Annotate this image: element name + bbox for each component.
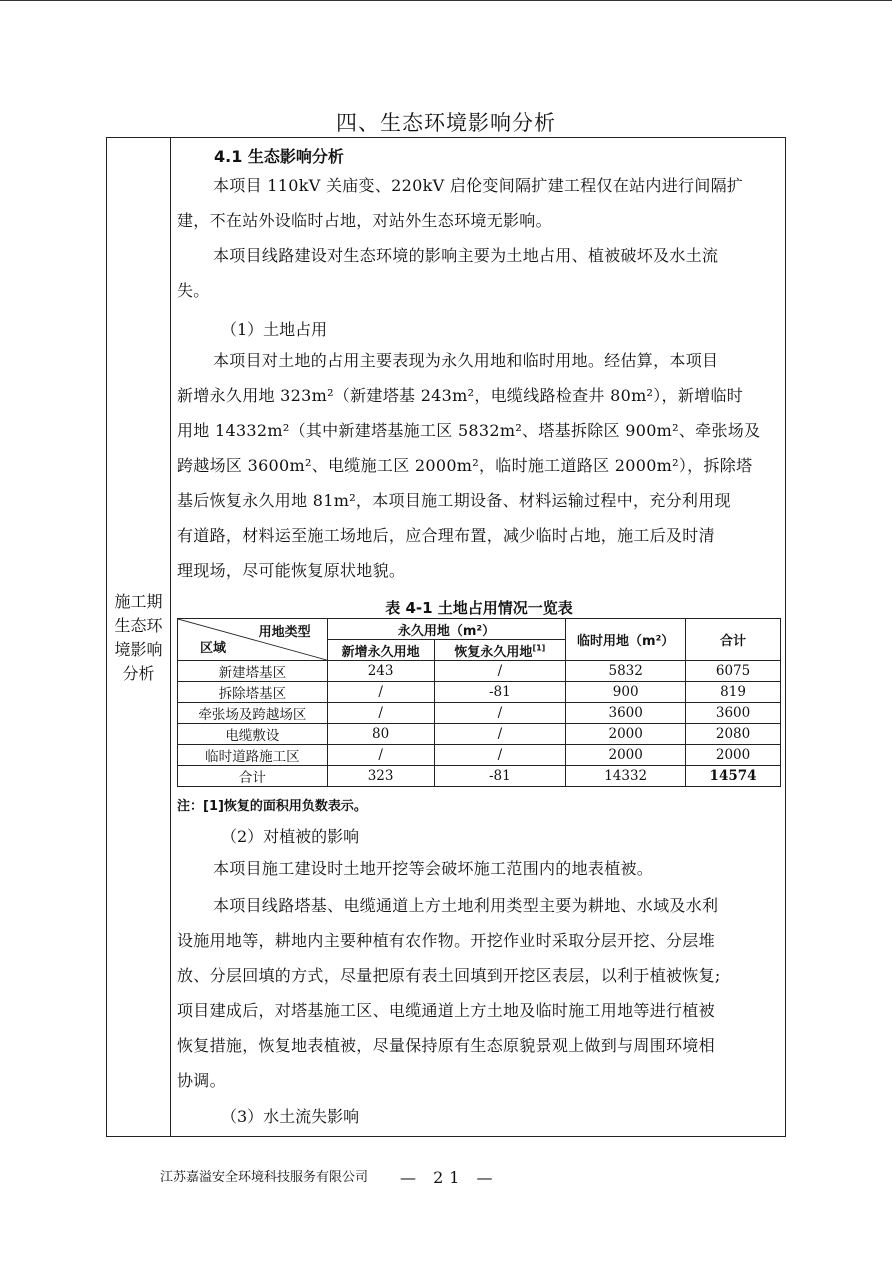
left-label-line: 境影响	[114, 640, 163, 659]
cell-temp: 2000	[566, 724, 686, 745]
cell-new-perm: /	[327, 682, 434, 703]
header-restore-label: 恢复永久用地	[454, 644, 533, 660]
paragraph-5	[177, 888, 781, 1098]
text-line: 有道路，材料运至施工场地后，应合理布置，减少临时占地，施工后及时清	[177, 526, 715, 545]
cell-region: 电缆敷设	[178, 724, 328, 745]
cell-total: 6075	[686, 661, 781, 682]
section-heading: 4.1 生态影响分析	[214, 147, 344, 166]
subheading-vegetation: （2）对植被的影响	[221, 827, 360, 846]
table-row	[178, 724, 781, 745]
table-caption: 表 4-1 土地占用情况一览表	[385, 599, 573, 617]
left-label	[107, 590, 170, 686]
left-column	[107, 138, 171, 1136]
text-line: 本项目 110kV 关庙变、220kV 启伦变间隔扩建工程仅在站内进行间隔扩	[213, 176, 744, 195]
cell-restore-perm: /	[434, 745, 566, 766]
cell-region: 临时道路施工区	[178, 745, 328, 766]
text-line: 项目建成后，对塔基施工区、电缆通道上方土地及临时施工用地等进行植被	[177, 1001, 715, 1020]
text-line: 本项目线路塔基、电缆通道上方土地利用类型主要为耕地、水域及水利	[213, 896, 719, 915]
left-label-line: 施工期	[114, 592, 163, 611]
paragraph-1	[177, 168, 781, 238]
table-row	[178, 745, 781, 766]
content-frame	[106, 137, 786, 1137]
footnote-marker: [1]	[532, 643, 546, 653]
cell-restore-perm: /	[434, 724, 566, 745]
header-new-permanent: 新增永久用地	[327, 640, 434, 661]
text-line: 本项目线路建设对生态环境的影响主要为土地占用、植被破坏及水土流	[213, 246, 719, 265]
cell-region: 合计	[178, 766, 328, 787]
page-title: 四、生态环境影响分析	[336, 111, 556, 135]
cell-temp: 5832	[566, 661, 686, 682]
table-row	[178, 682, 781, 703]
table-row	[178, 703, 781, 724]
text-line: 设施用地等，耕地内主要种植有农作物。开挖作业时采取分层开挖、分层堆	[177, 931, 715, 950]
header-permanent: 永久用地（m²）	[327, 619, 566, 640]
subheading-soil-erosion: （3）水土流失影响	[221, 1107, 360, 1126]
cell-new-perm: 323	[327, 766, 434, 787]
land-use-table	[177, 618, 781, 787]
text-line: 本项目施工建设时土地开挖等会破坏施工范围内的地表植被。	[213, 859, 654, 878]
header-temporary: 临时用地（m²）	[566, 619, 686, 661]
text-line: 失。	[177, 281, 210, 300]
cell-total: 819	[686, 682, 781, 703]
paragraph-2	[177, 238, 781, 308]
header-total: 合计	[686, 619, 781, 661]
cell-temp: 2000	[566, 745, 686, 766]
text-line: 基后恢复永久用地 81m²，本项目施工期设备、材料运输过程中，充分利用现	[177, 491, 731, 510]
subheading-land-use: （1）土地占用	[221, 320, 328, 339]
text-line: 协调。	[177, 1071, 226, 1090]
text-line: 用地 14332m²（其中新建塔基施工区 5832m²、塔基拆除区 900m²、牵张场及	[177, 421, 761, 440]
text-line: 新增永久用地 323m²（新建塔基 243m²，电缆线路检查井 80m²），新增临时	[177, 386, 744, 405]
left-label-line: 分析	[122, 664, 155, 683]
header-region: 区域	[200, 641, 227, 656]
cell-region: 拆除塔基区	[178, 682, 328, 703]
table-corner-header	[178, 619, 328, 661]
cell-region: 牵张场及跨越场区	[178, 703, 328, 724]
cell-restore-perm: /	[434, 661, 566, 682]
cell-grand-total: 14574	[686, 766, 781, 787]
cell-region: 新建塔基区	[178, 661, 328, 682]
text-line: 放、分层回填的方式，尽量把原有表土回填到开挖区表层，以利于植被恢复;	[177, 966, 721, 985]
table-total-row	[178, 766, 781, 787]
text-line: 恢复措施，恢复地表植被，尽量保持原有生态原貌景观上做到与周围环境相	[177, 1036, 715, 1055]
cell-temp: 14332	[566, 766, 686, 787]
text-line: 跨越场区 3600m²、电缆施工区 2000m²，临时施工道路区 2000m²），拆除塔	[177, 456, 753, 475]
text-line: 建，不在站外设临时占地，对站外生态环境无影响。	[177, 211, 552, 230]
cell-total: 2000	[686, 745, 781, 766]
cell-restore-perm: -81	[434, 682, 566, 703]
text-line: 理现场，尽可能恢复原状地貌。	[177, 561, 406, 580]
cell-new-perm: 243	[327, 661, 434, 682]
cell-total: 2080	[686, 724, 781, 745]
table-row	[178, 661, 781, 682]
page-number: — 21 —	[400, 1168, 499, 1187]
cell-restore-perm: /	[434, 703, 566, 724]
header-restore-permanent	[434, 640, 566, 661]
table-note: 注：[1]恢复的面积用负数表示。	[177, 799, 367, 814]
left-label-line: 生态环	[114, 616, 163, 635]
cell-new-perm: 80	[327, 724, 434, 745]
cell-new-perm: /	[327, 745, 434, 766]
footer-company: 江苏嘉溢安全环境科技服务有限公司	[160, 1170, 369, 1185]
cell-total: 3600	[686, 703, 781, 724]
cell-restore-perm: -81	[434, 766, 566, 787]
cell-temp: 3600	[566, 703, 686, 724]
cell-new-perm: /	[327, 703, 434, 724]
header-land-type: 用地类型	[258, 625, 311, 640]
paragraph-3	[177, 343, 781, 588]
text-line: 本项目对土地的占用主要表现为永久用地和临时用地。经估算，本项目	[213, 351, 719, 370]
top-rule	[0, 0, 892, 1]
cell-temp: 900	[566, 682, 686, 703]
paragraph-4	[177, 851, 781, 886]
